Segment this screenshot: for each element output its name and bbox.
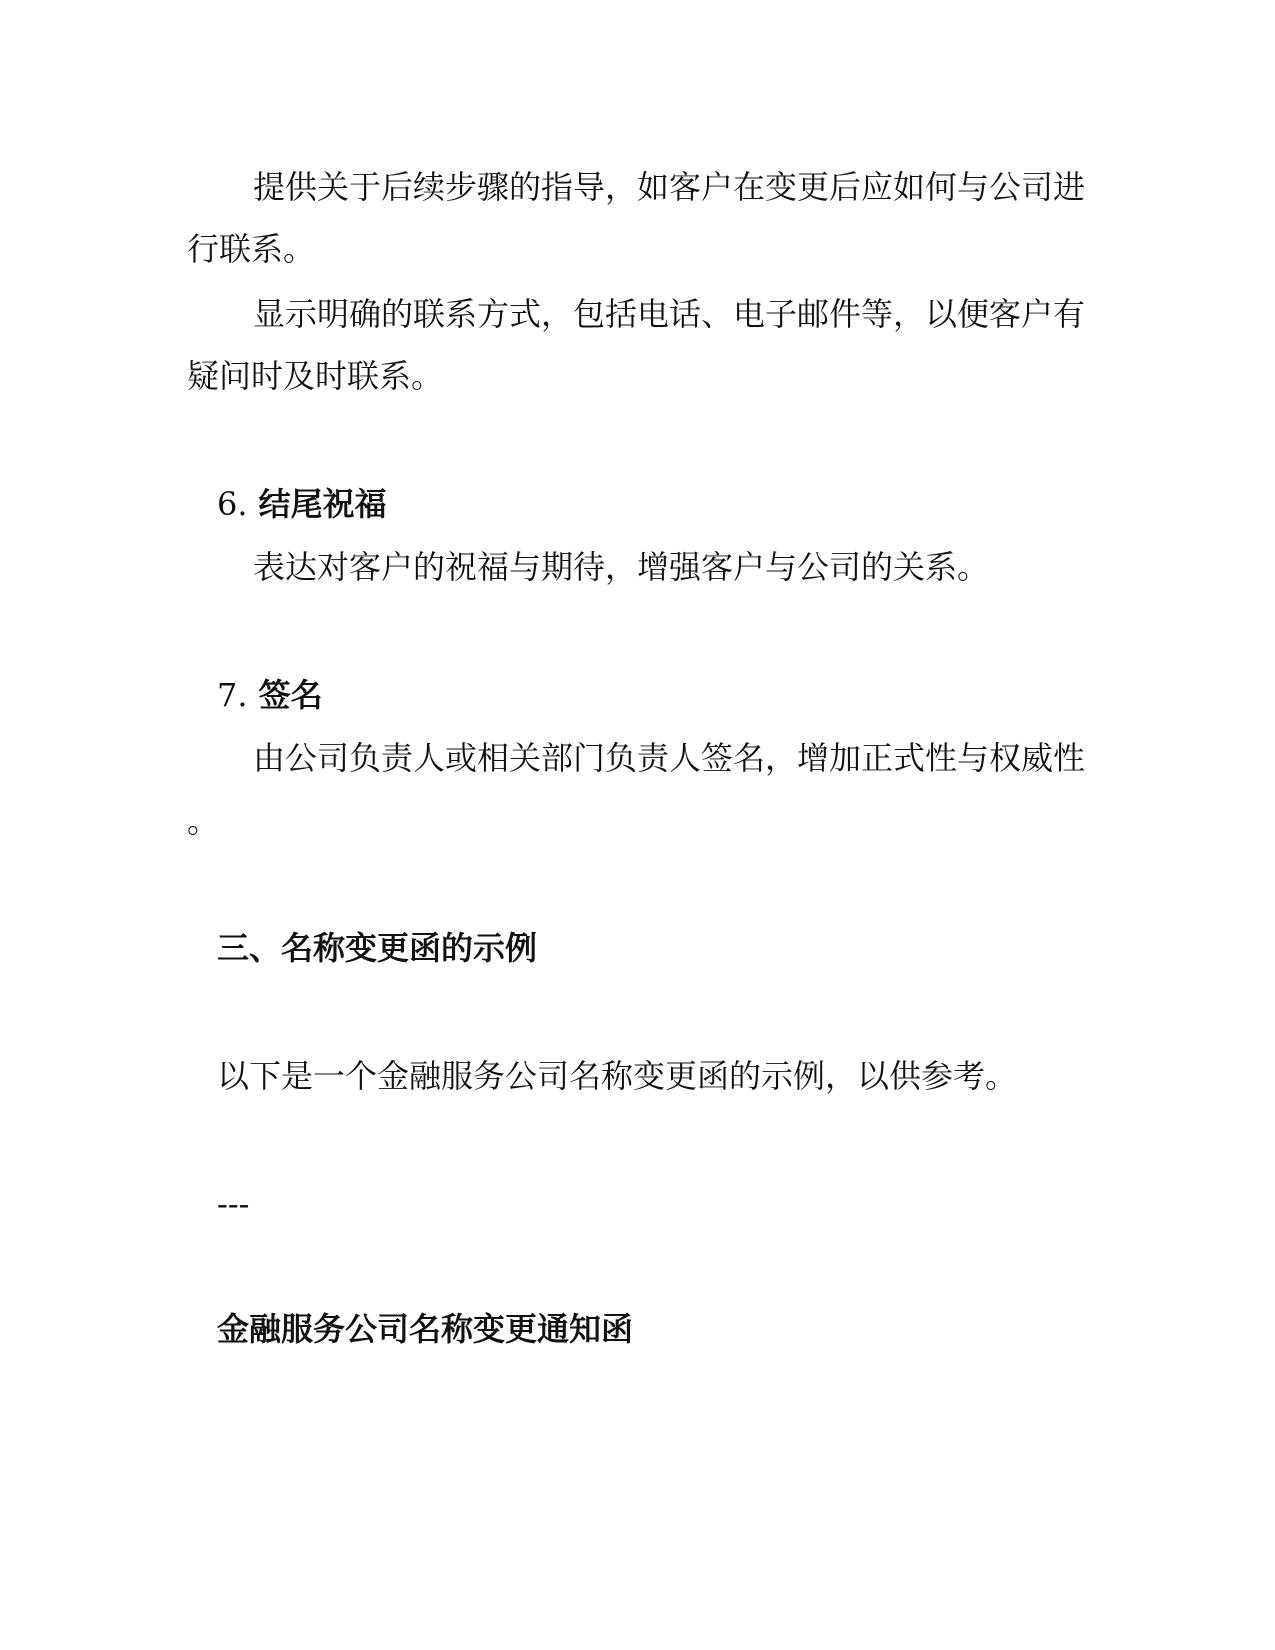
section-7-number: 7. bbox=[217, 676, 248, 714]
part-3-heading: 三、名称变更函的示例 bbox=[217, 929, 538, 967]
contact-paragraph-line-2: 疑问时及时联系。 bbox=[187, 357, 444, 395]
section-6-number: 6. bbox=[217, 485, 248, 523]
part-3-intro: 以下是一个金融服务公司名称变更函的示例，以供参考。 bbox=[217, 1057, 1018, 1095]
section-6-heading bbox=[217, 485, 387, 523]
section-7-heading bbox=[217, 676, 323, 714]
separator: --- bbox=[217, 1185, 250, 1223]
guidance-paragraph-line-1: 提供关于后续步骤的指导，如客户在变更后应如何与公司进 bbox=[253, 168, 1086, 206]
guidance-paragraph-line-2: 行联系。 bbox=[187, 230, 316, 268]
section-6-title: 结尾祝福 bbox=[258, 485, 387, 523]
contact-paragraph-line-1: 显示明确的联系方式，包括电话、电子邮件等，以便客户有 bbox=[253, 295, 1086, 333]
section-7-title: 签名 bbox=[258, 676, 323, 714]
section-6-body: 表达对客户的祝福与期待，增强客户与公司的关系。 bbox=[253, 548, 990, 586]
section-7-body-line-2: 。 bbox=[187, 802, 220, 840]
letter-title: 金融服务公司名称变更通知函 bbox=[217, 1310, 634, 1348]
section-7-body-line-1: 由公司负责人或相关部门负责人签名，增加正式性与权威性 bbox=[253, 739, 1086, 777]
